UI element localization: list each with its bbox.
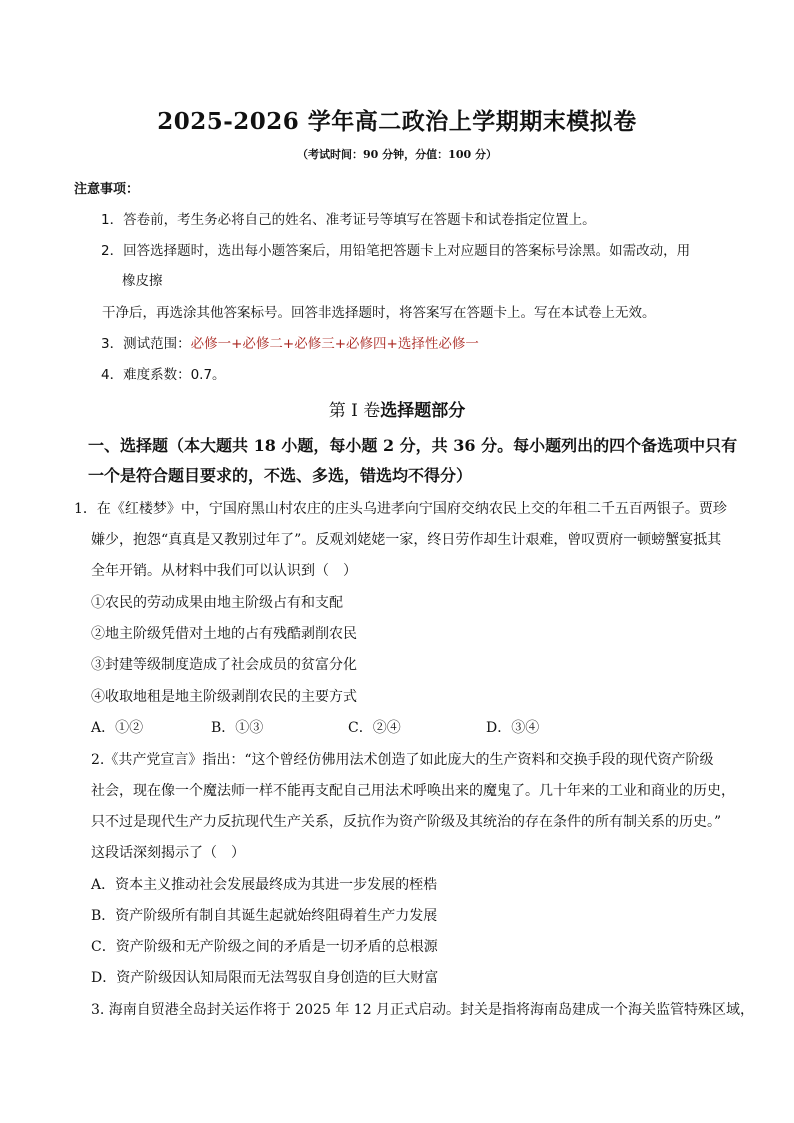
- section-heading-line-1: 一、选择题（本大题共 18 小题，每小题 2 分，共 36 分。每小题列出的四个备选项中只有: [88, 436, 738, 455]
- q1-statement-2: ②地主阶级凭借对土地的占有残酷剥削农民: [91, 626, 357, 642]
- q3-stem-line-1: 3. 海南自贸港全岛封关运作将于 2025 年 12 月正式启动。封关是指将海南岛建成一个海关监管特殊区域，: [91, 1002, 755, 1018]
- notice-item-3-prefix: 3．测试范围：: [101, 336, 191, 352]
- section-heading-line-2: 一个是符合题目要求的，不选、多选，错选均不得分）: [88, 466, 473, 485]
- q1-statement-4: ④收取地租是地主阶级剥削农民的主要方式: [91, 689, 357, 705]
- part-prefix: 第 I 卷: [328, 401, 381, 421]
- q2-option-c: C．资产阶级和无产阶级之间的矛盾是一切矛盾的总根源: [91, 939, 438, 955]
- test-range-text: 必修一+必修二+必修三+必修四+选择性必修一: [190, 336, 479, 352]
- exam-subtitle: （考试时间：90 分钟，分值：100 分）: [297, 148, 497, 161]
- q1-stem-line-2: 嫌少，抱怨“真真是又教别过年了”。反观刘姥姥一家，终日劳作却生计艰难，曾叹贾府一顿螃蟹宴抵其: [91, 532, 722, 548]
- notice-item-4: 4．难度系数：0.7。: [101, 367, 226, 383]
- q1-statement-3: ③封建等级制度造成了社会成员的贫富分化: [91, 657, 357, 673]
- notice-item-3: [101, 332, 479, 352]
- q1-option-c: C．②④: [348, 720, 401, 736]
- notice-item-2-line-1: 2．回答选择题时，选出每小题答案后，用铅笔把答题卡上对应题目的答案标号涂黑。如需改动，用: [101, 243, 691, 259]
- q2-stem-line-3: 只不过是现代生产力反抗现代生产关系，反抗作为资产阶级及其统治的存在条件的所有制关系的历史。”: [91, 814, 722, 830]
- notice-heading: 注意事项：: [74, 182, 140, 197]
- exam-title: 2025-2026 学年高二政治上学期期末模拟卷: [157, 108, 637, 135]
- notice-item-1: 1．答卷前，考生务必将自己的姓名、准考证号等填写在答题卡和试卷指定位置上。: [101, 212, 596, 228]
- q2-option-b: B．资产阶级所有制自其诞生起就始终阻碍着生产力发展: [91, 908, 438, 924]
- q1-statement-1: ①农民的劳动成果由地主阶级占有和支配: [91, 595, 343, 611]
- q1-option-a: A．①②: [91, 720, 144, 736]
- notice-item-2-line-3: 干净后，再选涂其他答案标号。回答非选择题时，将答案写在答题卡上。写在本试卷上无效。: [102, 305, 656, 321]
- q1-option-d: D．③④: [486, 720, 540, 736]
- q2-stem-line-4: 这段话深刻揭示了（ ）: [91, 845, 245, 861]
- q2-option-a: A．资本主义推动社会发展最终成为其进一步发展的桎梏: [91, 877, 438, 893]
- q1-option-b: B．①③: [211, 720, 264, 736]
- q2-stem-line-2: 社会，现在像一个魔法师一样不能再支配自己用法术呼唤出来的魔鬼了。几十年来的工业和商业的历史，: [91, 783, 735, 799]
- q2-stem-line-1: 2.《共产党宣言》指出：“这个曾经仿佛用法术创造了如此庞大的生产资料和交换手段的现代资产阶级: [91, 752, 714, 768]
- q2-option-d: D．资产阶级因认知局限而无法驾驭自身创造的巨大财富: [91, 970, 439, 986]
- part-heading: [0, 396, 794, 421]
- q1-stem-line-1: 1．在《红楼梦》中，宁国府黑山村农庄的庄头乌进孝向宁国府交纳农民上交的年租二千五百两银子。贾珍: [74, 501, 727, 517]
- part-title: 选择题部分: [380, 401, 466, 421]
- notice-item-2-line-2: 橡皮擦: [122, 273, 163, 289]
- q1-stem-line-3: 全年开销。从材料中我们可以认识到（ ）: [91, 563, 357, 579]
